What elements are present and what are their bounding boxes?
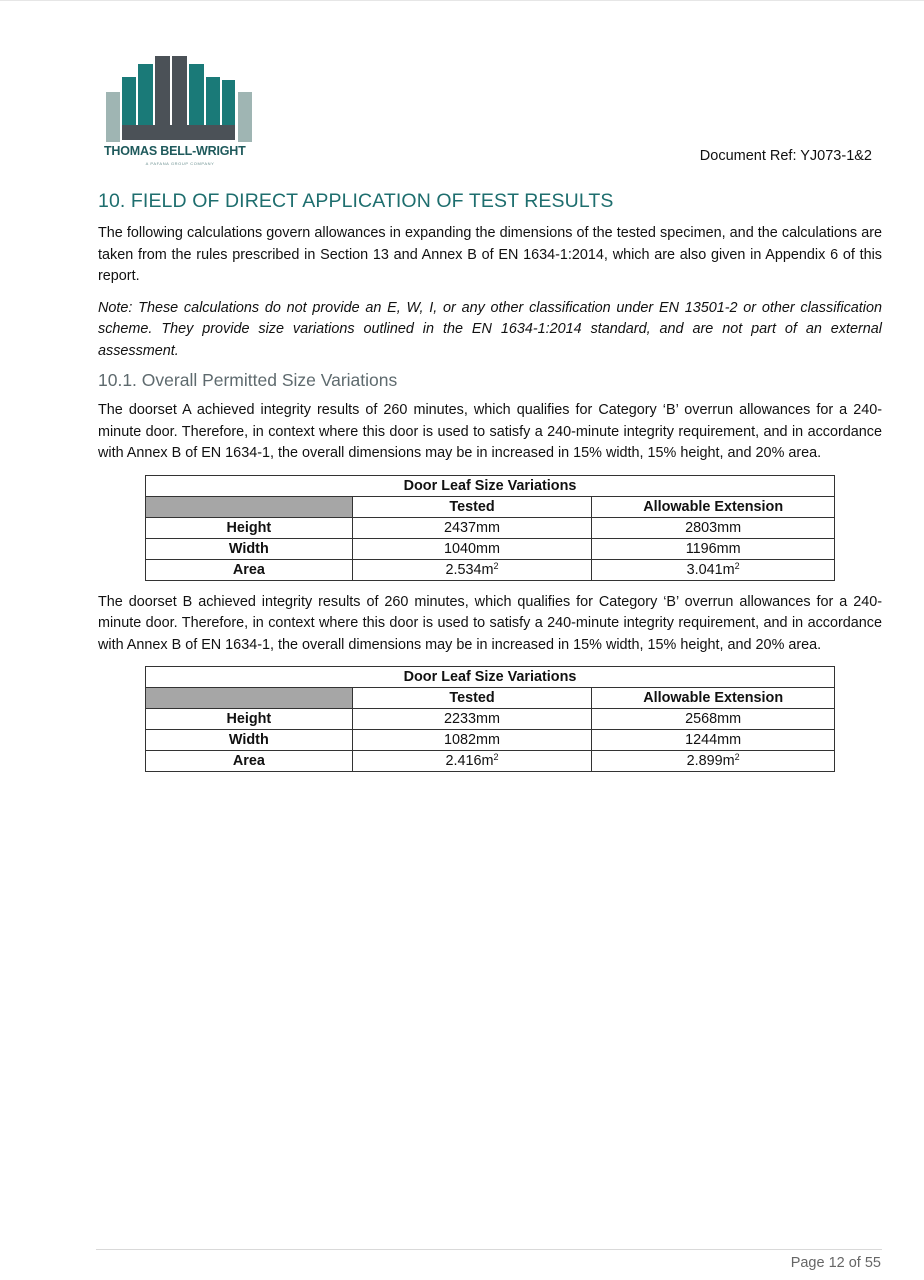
area-unit-exponent: 2 xyxy=(493,752,499,762)
page-number: Page 12 of 55 xyxy=(790,1255,881,1271)
allowable-width: 1196mm xyxy=(592,538,835,559)
tested-area-value: 2.416m xyxy=(445,753,494,769)
area-unit-exponent: 2 xyxy=(493,560,499,571)
row-label-height: Height xyxy=(146,517,353,538)
table-row xyxy=(146,517,835,538)
allowable-area-value: 2.899m xyxy=(686,753,735,769)
doorset-a-table xyxy=(145,475,835,581)
subsection-title: 10.1. Overall Permitted Size Variations xyxy=(98,370,398,390)
table-header-blank xyxy=(146,496,353,517)
doorset-b-paragraph: The doorset B achieved integrity results of 260 minutes, which qualifies for Category ‘B’ overrun allowances for a 240-minute door. Therefore, in context where this door is used to satisfy a 240-minute integrity requirement, and in accordance with Annex B of EN 1634-1, the overall dimensions may be in increased in 15% width, 15% height, and 20% area. xyxy=(98,593,882,653)
column-header-allowable: Allowable Extension xyxy=(592,496,835,517)
allowable-area xyxy=(592,559,835,580)
table-row xyxy=(146,751,835,772)
table-header-blank xyxy=(146,688,353,709)
area-unit-exponent: 2 xyxy=(734,560,740,571)
tested-area xyxy=(352,751,592,772)
section-title: 10. FIELD OF DIRECT APPLICATION OF TEST RESULTS xyxy=(98,190,614,212)
doorset-b-table xyxy=(145,666,835,772)
tested-area-value: 2.534m xyxy=(445,561,494,578)
note-paragraph: Note: These calculations do not provide an E, W, I, or any other classification under EN 13501-2 or other classification scheme. They provide size variations outlined in the EN 1634-1:2014 standard, and are not part of an external assessment. xyxy=(98,299,882,359)
table-title: Door Leaf Size Variations xyxy=(146,475,835,496)
allowable-area xyxy=(592,751,835,772)
table-title: Door Leaf Size Variations xyxy=(146,667,835,688)
top-border xyxy=(0,0,924,1)
document-reference: Document Ref: YJ073-1&2 xyxy=(699,148,872,164)
column-header-allowable: Allowable Extension xyxy=(592,688,835,709)
footer-divider xyxy=(96,1249,882,1250)
table-row xyxy=(146,709,835,730)
tested-height: 2437mm xyxy=(352,517,592,538)
allowable-area-value: 3.041m xyxy=(686,561,735,578)
page-content xyxy=(98,190,882,783)
intro-paragraph: The following calculations govern allowances in expanding the dimensions of the tested specimen, and the calculations are taken from the rules prescribed in Section 13 and Annex B of EN 1634-1:2014, which are also given in Appendix 6 of this report. xyxy=(98,225,882,284)
logo-bars-icon xyxy=(104,52,256,144)
allowable-width: 1244mm xyxy=(592,730,835,751)
row-label-width: Width xyxy=(146,730,353,751)
tested-width: 1040mm xyxy=(352,538,592,559)
allowable-height: 2803mm xyxy=(592,517,835,538)
column-header-tested: Tested xyxy=(352,688,592,709)
row-label-area: Area xyxy=(146,559,353,580)
row-label-height: Height xyxy=(146,709,353,730)
tested-height: 2233mm xyxy=(352,709,592,730)
row-label-width: Width xyxy=(146,538,353,559)
allowable-height: 2568mm xyxy=(592,709,835,730)
table-row xyxy=(146,538,835,559)
row-label-area: Area xyxy=(146,751,353,772)
tested-area xyxy=(352,559,592,580)
table-row xyxy=(146,730,835,751)
doorset-a-paragraph: The doorset A achieved integrity results of 260 minutes, which qualifies for Category ‘B’ overrun allowances for a 240-minute door. Therefore, in context where this door is used to satisfy a 240-minute integrity requirement, and in accordance with Annex B of EN 1634-1, the overall dimensions may be in increased in 15% width, 15% height, and 20% area. xyxy=(98,402,882,461)
logo-tagline: A PAFANA GROUP COMPANY xyxy=(145,161,215,166)
tested-width: 1082mm xyxy=(352,730,592,751)
table-row xyxy=(146,559,835,580)
company-logo xyxy=(104,52,256,170)
logo-wordmark: THOMAS BELL-WRIGHT xyxy=(104,144,246,158)
column-header-tested: Tested xyxy=(352,496,592,517)
area-unit-exponent: 2 xyxy=(734,752,740,762)
